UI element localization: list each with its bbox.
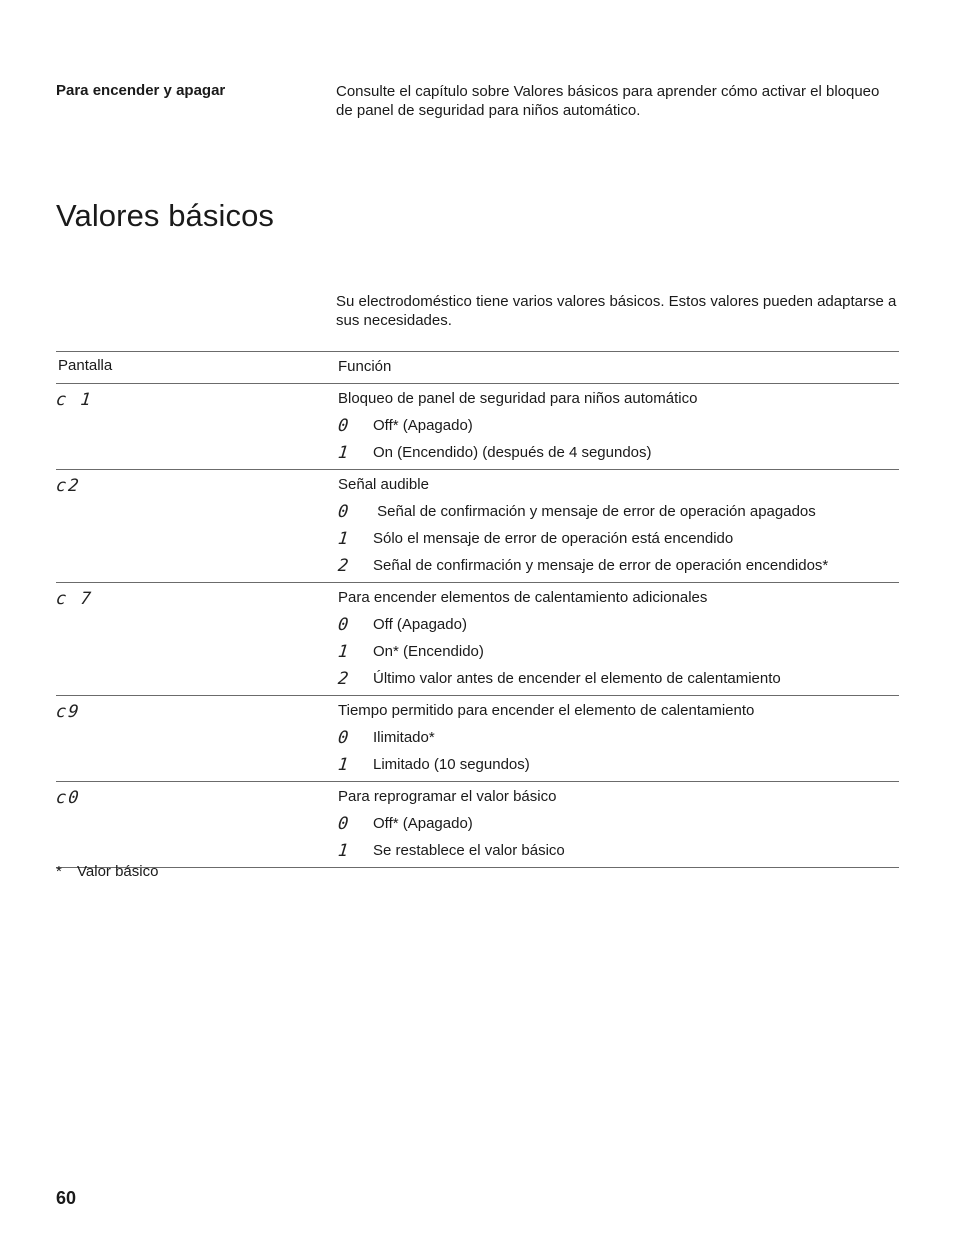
option-item [338, 751, 899, 778]
option-item [338, 412, 899, 439]
option-item [338, 638, 899, 665]
option-value: 1 [336, 528, 350, 549]
page-number: 60 [56, 1188, 77, 1208]
function-title: Señal audible [338, 476, 429, 493]
option-value: 1 [336, 641, 350, 662]
display-cell [56, 583, 326, 695]
function-cell [338, 583, 899, 695]
intro-paragraph: Su electrodoméstico tiene varios valores básicos. Estos valores pueden adaptarse a sus necesidades. [336, 293, 897, 329]
option-label: Se restablece el valor básico [373, 842, 565, 859]
option-label: Señal de confirmación y mensaje de error de operación encendidos* [373, 557, 829, 574]
option-item [338, 724, 899, 751]
option-label: Sólo el mensaje de error de operación está encendido [373, 530, 734, 547]
header-display: Pantalla [58, 357, 113, 374]
function-title: Para reprogramar el valor básico [338, 788, 557, 805]
display-cell [56, 782, 326, 867]
table-row [56, 470, 899, 583]
option-item [338, 498, 899, 525]
table-body [56, 384, 899, 868]
settings-table [56, 351, 899, 868]
option-item [338, 525, 899, 552]
function-cell [338, 696, 899, 781]
footnote-mark: * [56, 863, 62, 880]
page-title: Valores básicos [56, 198, 275, 233]
display-code: c 7 [54, 589, 94, 609]
option-item [338, 552, 899, 579]
option-item [338, 665, 899, 692]
option-label: Off (Apagado) [373, 616, 467, 633]
option-label: On (Encendido) (después de 4 segundos) [373, 444, 652, 461]
table-row [56, 583, 899, 696]
display-code: c0 [54, 788, 82, 808]
option-value: 2 [336, 555, 350, 576]
option-item [338, 837, 899, 864]
option-item [338, 810, 899, 837]
option-value: 1 [336, 840, 350, 861]
function-cell [338, 470, 899, 582]
option-label: Ilimitado* [373, 729, 435, 746]
display-code: c 1 [54, 390, 94, 410]
display-cell [56, 384, 326, 469]
section-label: Para encender y apagar [56, 82, 226, 99]
option-value: 0 [336, 727, 350, 748]
option-label: Off* (Apagado) [373, 815, 473, 832]
option-value: 0 [336, 415, 350, 436]
section-text: Consulte el capítulo sobre Valores básicos para aprender cómo activar el bloqueo de panel de seguridad para niños automático. [336, 83, 880, 119]
function-title: Tiempo permitido para encender el elemento de calentamiento [338, 702, 755, 719]
option-label: Último valor antes de encender el elemento de calentamiento [373, 670, 781, 687]
function-cell [338, 384, 899, 469]
option-item [338, 439, 899, 466]
option-value: 2 [336, 668, 350, 689]
function-cell [338, 782, 899, 867]
option-label: On* (Encendido) [373, 643, 484, 660]
function-title: Bloqueo de panel de seguridad para niños automático [338, 390, 698, 407]
display-cell [56, 470, 326, 582]
option-value: 0 [336, 501, 350, 522]
table-row [56, 696, 899, 782]
header-function: Función [338, 358, 392, 375]
table-row [56, 782, 899, 868]
table-header [56, 351, 899, 384]
option-value: 1 [336, 754, 350, 775]
table-row [56, 384, 899, 470]
option-value: 1 [336, 442, 350, 463]
option-label: Off* (Apagado) [373, 417, 473, 434]
display-code: c9 [54, 702, 82, 722]
option-label: Limitado (10 segundos) [373, 756, 530, 773]
option-value: 0 [336, 813, 350, 834]
function-title: Para encender elementos de calentamiento adicionales [338, 589, 708, 606]
display-code: c2 [54, 476, 82, 496]
option-item [338, 611, 899, 638]
option-label: Señal de confirmación y mensaje de error de operación apagados [373, 503, 816, 520]
footnote [56, 863, 158, 880]
footnote-text: Valor básico [77, 863, 159, 880]
display-cell [56, 696, 326, 781]
option-value: 0 [336, 614, 350, 635]
